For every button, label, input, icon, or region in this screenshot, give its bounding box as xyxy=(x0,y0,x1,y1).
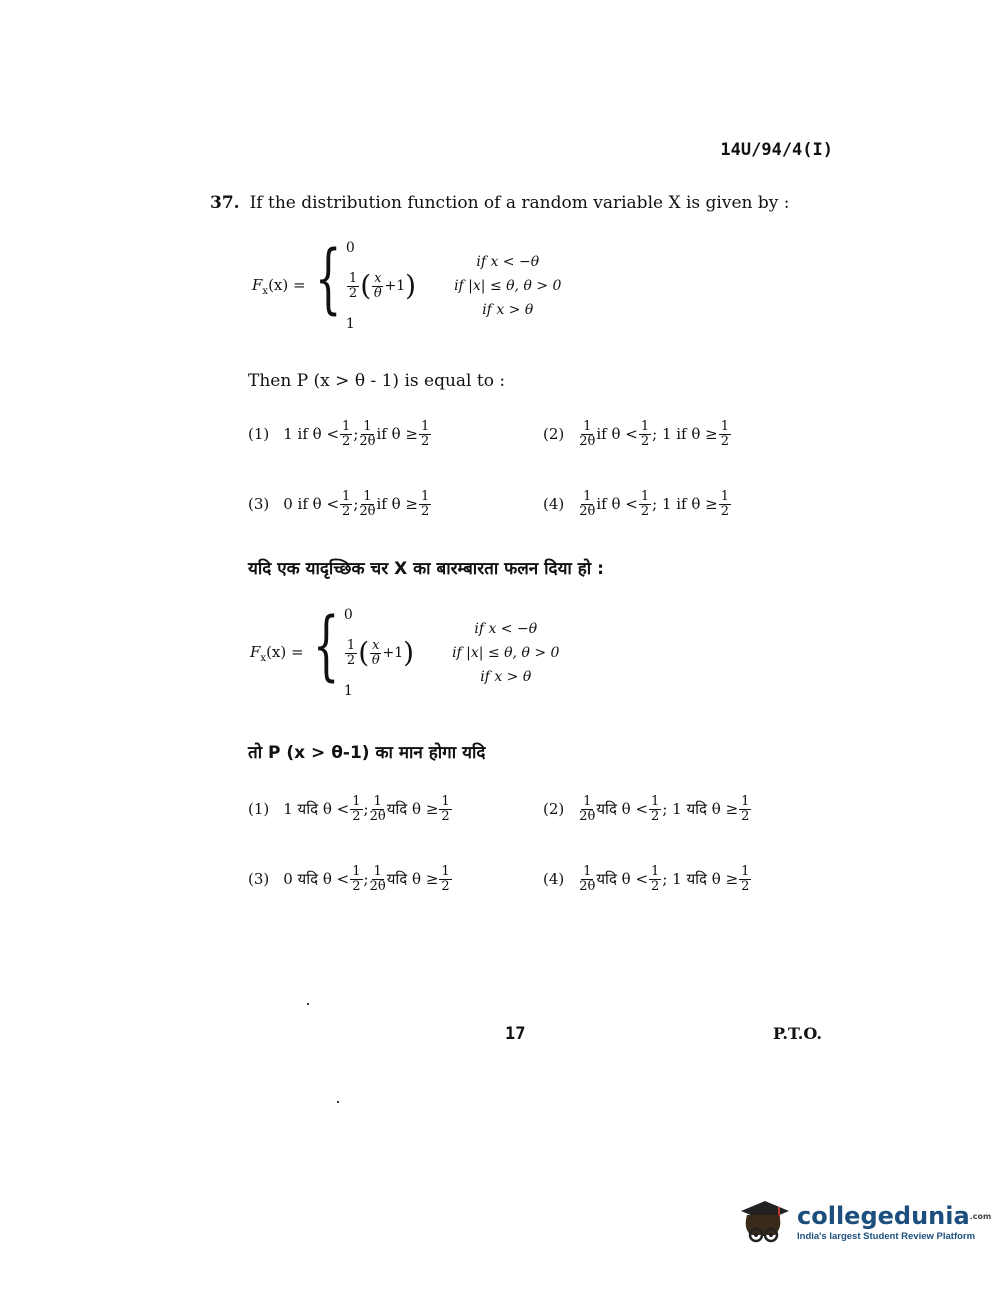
option-2-hindi: (2) $\frac{1}{2\theta}$ यदि θ < $\frac{1}{2}$ ; 1 यदि θ ≥ $\frac{1}{2}$ xyxy=(543,794,750,824)
case-conditions: if x < −θ if |x| ≤ θ, θ > 0 if x > θ xyxy=(454,254,562,318)
collegedunia-logo xyxy=(735,1195,991,1251)
scan-speck xyxy=(337,1101,339,1103)
question-text-english xyxy=(210,193,790,213)
pto-label: P.T.O. xyxy=(773,1024,822,1043)
option-4-english: (4) $\frac{1}{2\theta}$ if θ < $\frac{1}{2}$ ; 1 if θ ≥ $\frac{1}{2}$ xyxy=(543,489,730,519)
then-text-english: Then P (x > θ - 1) is equal to : xyxy=(248,371,506,391)
logo-tagline: India's largest Student Review Platform xyxy=(797,1231,976,1242)
paper-code: 14U/94/4(I) xyxy=(720,140,833,160)
case-values-hindi: 0 $\frac{1}{2}$ ( $\frac{x}{\theta}$ +1 ) 1 xyxy=(343,607,415,699)
page-number: 17 xyxy=(505,1024,526,1044)
question-number: 37. xyxy=(210,193,240,213)
logo-name: collegedunia.com xyxy=(797,1202,992,1230)
distribution-function-hindi xyxy=(250,600,560,699)
case-values: 0 $\frac{1}{2}$ ( $\frac{x}{\theta}$ +1 ) 1 xyxy=(345,240,417,332)
question-text-hindi: यदि एक यादृच्छिक चर X का बारम्बारता फलन दिया हो : xyxy=(248,559,604,579)
option-1-hindi: (1) 1 यदि θ < $\frac{1}{2}$ ; $\frac{1}{2\theta}$ यदि θ ≥ $\frac{1}{2}$ xyxy=(248,794,450,824)
option-3-hindi: (3) 0 यदि θ < $\frac{1}{2}$ ; $\frac{1}{2\theta}$ यदि θ ≥ $\frac{1}{2}$ xyxy=(248,864,450,894)
option-2-english: (2) $\frac{1}{2\theta}$ if θ < $\frac{1}{2}$ ; 1 if θ ≥ $\frac{1}{2}$ xyxy=(543,419,730,449)
option-3-english: (3) 0 if θ < $\frac{1}{2}$ ; $\frac{1}{2\theta}$ if θ ≥ $\frac{1}{2}$ xyxy=(248,489,430,519)
question-text: If the distribution function of a random variable X is given by : xyxy=(249,193,790,213)
mascot-icon xyxy=(735,1195,791,1251)
fx-label-hindi: $F_x(x)$ = xyxy=(250,642,304,664)
option-4-hindi: (4) $\frac{1}{2\theta}$ यदि θ < $\frac{1}{2}$ ; 1 यदि θ ≥ $\frac{1}{2}$ xyxy=(543,864,750,894)
then-text-hindi: तो P (x > θ-1) का मान होगा यदि xyxy=(248,743,486,763)
case-conditions-hindi: if x < −θ if |x| ≤ θ, θ > 0 if x > θ xyxy=(452,621,560,685)
distribution-function-english xyxy=(252,233,562,332)
left-brace: { xyxy=(314,233,342,322)
left-brace-hindi: { xyxy=(312,600,340,689)
fx-label: $F_x(x)$ = xyxy=(252,275,306,297)
scan-speck xyxy=(307,1003,309,1005)
option-1-english: (1) 1 if θ < $\frac{1}{2}$ ; $\frac{1}{2\theta}$ if θ ≥ $\frac{1}{2}$ xyxy=(248,419,430,449)
